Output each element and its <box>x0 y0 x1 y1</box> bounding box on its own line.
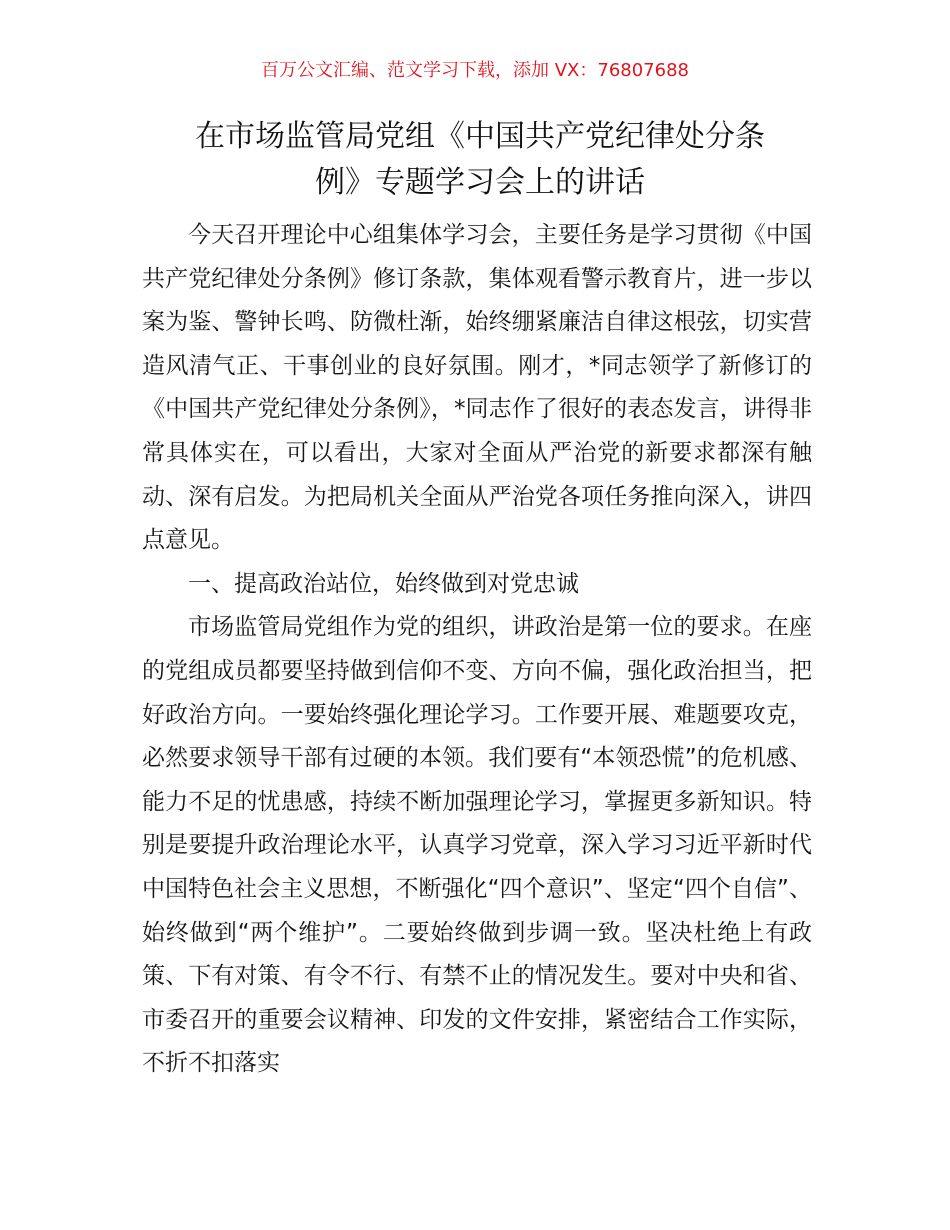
document-body <box>142 214 812 1086</box>
document-title <box>140 114 820 206</box>
title-line-1: 在市场监管局党组《中国共产党纪律处分条 <box>195 119 765 154</box>
section-heading-1: 一、提高政治站位，始终做到对党忠诚 <box>188 570 579 597</box>
paragraph-intro: 今天召开理论中心组集体学习会，主要任务是学习贯彻《中国共产党纪律处分条例》修订条款，集体观看警示教育片，进一步以案为鉴、警钟长鸣、防微杜渐，始终绷紧廉洁自律这根弦，切实营造风清气正、干事创业的良好氛围。刚才，*同志领学了新修订的《中国共产党纪律处分条例》，*同志作了很好的表态发言，讲得非常具体实在，可以看出，大家对全面从严治党的新要求都深有触动、深有启发。为把局机关全面从严治党各项任务推向深入，讲四点意见。 <box>142 222 812 554</box>
paragraph-section-1: 市场监管局党组作为党的组织，讲政治是第一位的要求。在座的党组成员都要坚持做到信仰不变、方向不偏，强化政治担当，把好政治方向。一要始终强化理论学习。工作要开展、难题要攻克，必然要求领导干部有过硬的本领。我们要有“本领恐慌”的危机感、能力不足的忧患感，持续不断加强理论学习，掌握更多新知识。特别是要提升政治理论水平，认真学习党章，深入学习习近平新时代中国特色社会主义思想，不断强化“四个意识”、坚定“四个自信”、始终做到“两个维护”。二要始终做到步调一致。坚决杜绝上有政策、下有对策、有令不行、有禁不止的情况发生。要对中央和省、市委召开的重要会议精神、印发的文件安排，紧密结合工作实际，不折不扣落实 <box>142 614 812 1077</box>
title-line-2: 例》专题学习会上的讲话 <box>315 165 645 200</box>
watermark-banner: 百万公文汇编、范文学习下载，添加 VX：76807688 <box>261 60 689 81</box>
